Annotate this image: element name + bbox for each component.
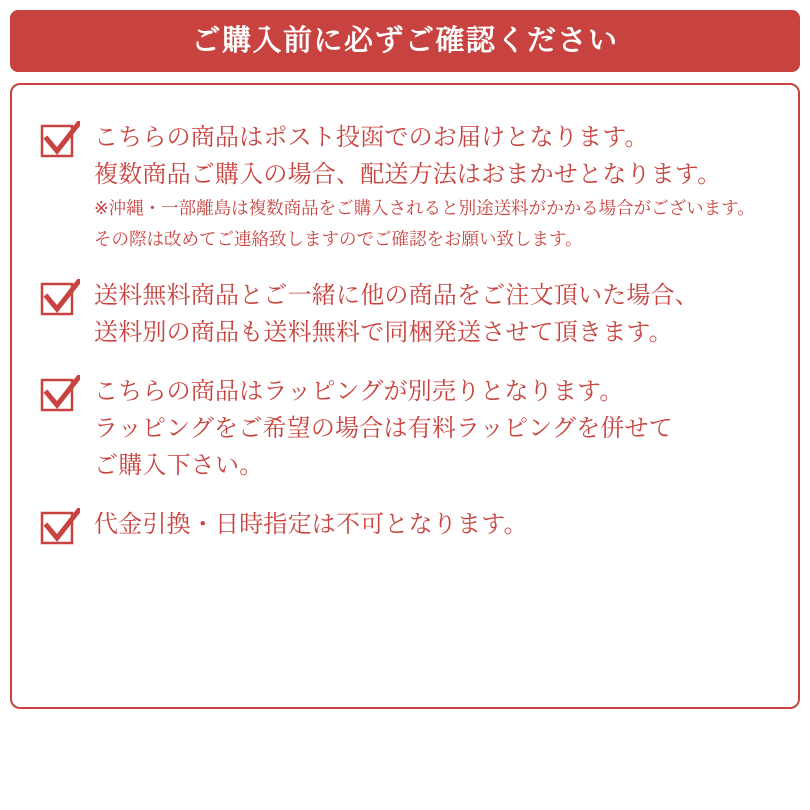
notice-line: ラッピングをご希望の場合は有料ラッピングを併せて	[94, 415, 673, 442]
notice-item	[40, 506, 770, 548]
notice-item	[40, 277, 770, 351]
notice-text-block	[94, 373, 770, 484]
checkmark-icon	[40, 508, 80, 548]
notice-line: 複数商品ご購入の場合、配送方法はおまかせとなります。	[94, 161, 722, 188]
notice-text-block	[94, 506, 770, 543]
page-title: ご購入前に必ずご確認ください	[191, 24, 619, 57]
notice-line: ご購入下さい。	[94, 452, 264, 479]
notice-item	[40, 119, 770, 255]
notice-line-note: その際は改めてご連絡致しますのでご確認をお願い致します。	[94, 229, 583, 249]
header-banner	[10, 10, 800, 72]
notice-line: こちらの商品はポスト投函でのお届けとなります。	[94, 124, 649, 151]
checkmark-icon	[40, 121, 80, 161]
notice-line: 代金引換・日時指定は不可となります。	[94, 511, 528, 538]
notice-item	[40, 373, 770, 484]
notice-card	[10, 83, 800, 709]
notice-line: 送料別の商品も送料無料で同梱発送させて頂きます。	[94, 319, 673, 346]
notice-line: 送料無料商品とご一緒に他の商品をご注文頂いた場合、	[94, 282, 699, 309]
checkmark-icon	[40, 375, 80, 415]
notice-line: こちらの商品はラッピングが別売りとなります。	[94, 378, 624, 405]
notice-line-note: ※沖縄・一部離島は複数商品をご購入されると別途送料がかかる場合がございます。	[94, 198, 755, 218]
checkmark-icon	[40, 279, 80, 319]
notice-text-block	[94, 119, 770, 255]
notice-text-block	[94, 277, 770, 351]
